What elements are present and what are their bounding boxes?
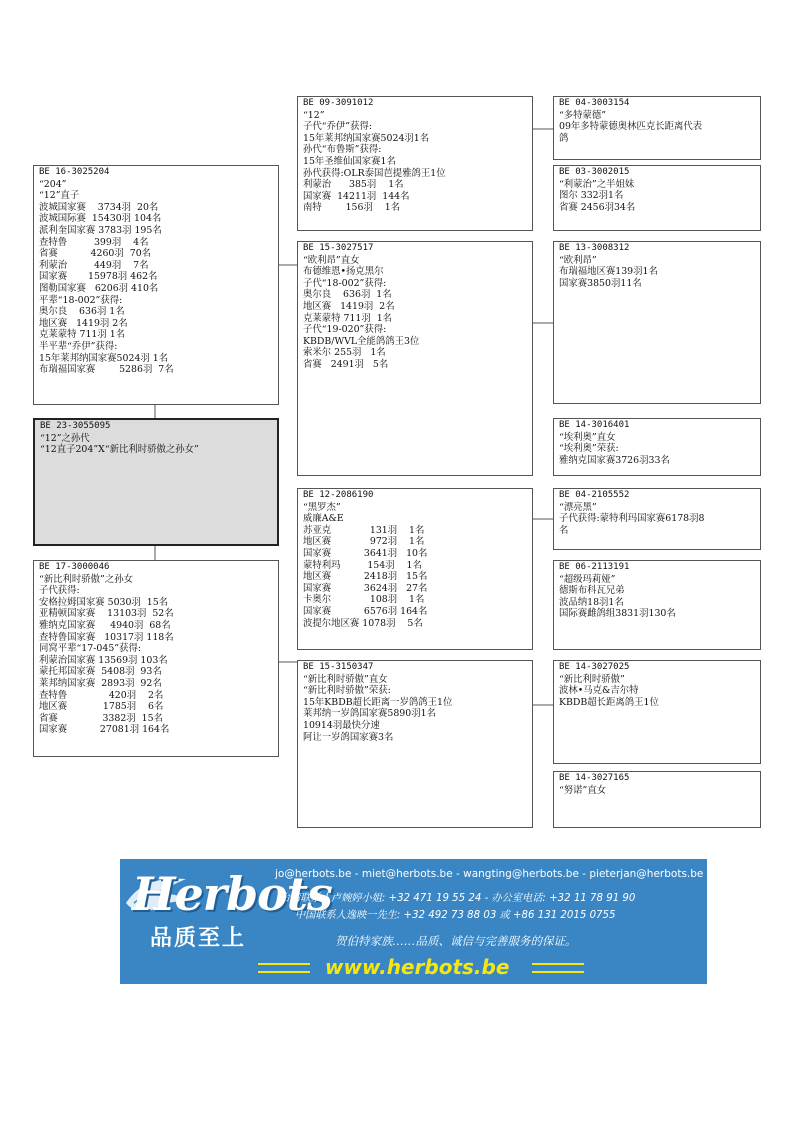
- pedigree-line: 雅纳克国家赛3726羽33名: [559, 454, 670, 466]
- ring-number: BE 15-3150347: [303, 662, 374, 672]
- pedigree-line: “12”直子: [39, 190, 80, 202]
- pedigree-line: 子代“乔伊”获得:: [303, 121, 372, 133]
- pedigree-line: 威廉A&E: [303, 513, 344, 525]
- pedigree-box-sss: [553, 96, 761, 160]
- pedigree-line: “埃利奥”荣获:: [559, 443, 619, 455]
- website-decoration-right: [532, 963, 584, 973]
- pedigree-line: 亚精顿国家赛 13103羽 52名: [39, 608, 174, 620]
- pedigree-line: 国家赛 14211羽 144名: [303, 190, 410, 202]
- ring-number: BE 04-3003154: [559, 98, 630, 108]
- pedigree-line: 地区赛 1419羽 2名: [39, 317, 128, 329]
- pedigree-line: 派利奎国家赛 3783羽 195名: [39, 224, 162, 236]
- pedigree-box-dam: [33, 560, 279, 757]
- pedigree-line: “利蒙治”之半姐妹: [559, 178, 635, 190]
- pedigree-line: “多特蒙德”: [559, 109, 607, 121]
- pedigree-line: 奥尔良 636羽 1名: [303, 289, 392, 301]
- pedigree-line: 省赛 3382羽 15名: [39, 712, 163, 724]
- pedigree-line: 国家赛 3624羽 27名: [303, 582, 428, 594]
- pedigree-line: 国家赛3850羽11名: [559, 277, 642, 289]
- pedigree-line: 布瑞福地区赛139羽1名: [559, 266, 658, 278]
- ring-number: BE 15-3027517: [303, 243, 374, 253]
- pedigree-line: “黑罗杰”: [303, 501, 341, 513]
- pedigree-box-dam-dam: [297, 660, 533, 828]
- pedigree-box-sds: [553, 241, 761, 404]
- pedigree-line: 安格拉姆国家赛 5030羽 15名: [39, 596, 169, 608]
- pedigree-line: “超级玛莉娅”: [559, 573, 616, 585]
- pedigree-line: 名: [559, 524, 569, 536]
- ring-number: BE 12-2086190: [303, 490, 374, 500]
- pedigree-line: 半平辈“乔伊”获得:: [39, 340, 118, 352]
- banner-tagline: 品质至上: [150, 926, 247, 951]
- pedigree-line: 09年多特蒙德奥林匹克长距离代表: [559, 121, 703, 133]
- pedigree-line: KBDB超长距离鸽王1位: [559, 696, 659, 708]
- pedigree-line: 图勒国家赛 6206羽 410名: [39, 282, 159, 294]
- pedigree-box-sdd: [553, 418, 761, 476]
- pedigree-line: 查特鲁国家赛 10317羽 118名: [39, 631, 174, 643]
- pedigree-box-subject: [33, 418, 279, 546]
- pedigree-box-dss: [553, 488, 761, 550]
- pedigree-line: 波林•马克&吉尔特: [559, 685, 639, 697]
- ring-number: BE 06-2113191: [559, 562, 630, 572]
- pedigree-line: 15年KBDB超长距离一岁鸽鸽王1位: [303, 696, 453, 708]
- pedigree-line: 布瑞福国家赛 5286羽 7名: [39, 364, 174, 376]
- ring-number: BE 14-3027165: [559, 773, 630, 783]
- pedigree-line: “12直子204”X“新比利时骄傲之孙女”: [40, 444, 199, 456]
- website-decoration-left: [258, 963, 310, 973]
- pedigree-line: “欧利昂”: [559, 254, 597, 266]
- pedigree-line: 苏亚克 131羽 1名: [303, 524, 425, 536]
- ring-number: BE 14-3027025: [559, 662, 630, 672]
- pedigree-line: 查特鲁 399羽 4名: [39, 236, 149, 248]
- pedigree-line: “新比利时骄傲”直女: [303, 673, 388, 685]
- pedigree-line: 南特 156羽 1名: [303, 202, 401, 214]
- pedigree-line: 鸽: [559, 132, 569, 144]
- ring-number: BE 16-3025204: [39, 167, 110, 177]
- pedigree-line: 克莱蒙特 711羽 1名: [39, 329, 126, 341]
- pedigree-line: 地区赛 1419羽 2名: [303, 300, 395, 312]
- pedigree-line: 蒙特利玛 154羽 1名: [303, 559, 422, 571]
- banner-guarantee-text: 贺伯特家族……品质、诚信与完善服务的保证。: [335, 934, 577, 948]
- pedigree-line: 蒙托邦国家赛 5408羽 93名: [39, 666, 162, 678]
- pedigree-line: “埃利奥”直女: [559, 431, 616, 443]
- pedigree-line: 子代获得:蒙特利玛国家赛6178羽8: [559, 513, 705, 525]
- pedigree-line: 15年莱邦纳国家赛5024羽1名: [303, 132, 430, 144]
- herbots-banner: [120, 859, 707, 984]
- pedigree-line: 索米尔 255羽 1名: [303, 347, 386, 359]
- pedigree-line: 莱邦纳国家赛 2893羽 92名: [39, 677, 162, 689]
- ring-number: BE 03-3002015: [559, 167, 630, 177]
- pedigree-line: 15年莱邦纳国家赛5024羽 1名: [39, 352, 169, 364]
- ring-number: BE 04-2105552: [559, 490, 630, 500]
- pedigree-line: 波品纳18羽1名: [559, 596, 624, 608]
- ring-number: BE 14-3016401: [559, 420, 630, 430]
- pedigree-line: 利蒙治国家赛 13569羽 103名: [39, 654, 168, 666]
- pedigree-line: 奥尔良 636羽 1名: [39, 306, 125, 318]
- pedigree-line: 阿让一岁鸽国家赛3名: [303, 731, 394, 743]
- pedigree-line: “新比利时骄傲”荣获:: [303, 685, 391, 697]
- ring-number: BE 09-3091012: [303, 98, 374, 108]
- pedigree-line: 省赛 4260羽 70名: [39, 248, 152, 260]
- pedigree-line: 莱邦纳一岁鸽国家赛5890羽1名: [303, 708, 436, 720]
- pedigree-line: 子代获得:: [39, 585, 80, 597]
- pedigree-box-dsd: [553, 560, 761, 650]
- pedigree-line: 15年圣维仙国家赛1名: [303, 155, 396, 167]
- pedigree-line: 国家赛 27081羽 164名: [39, 724, 170, 736]
- pedigree-line: KBDB/WVL全能鸽鸽王3位: [303, 335, 420, 347]
- pedigree-line: “漂亮黑”: [559, 501, 597, 513]
- pedigree-line: “新比利时骄傲”: [559, 673, 625, 685]
- pedigree-line: 图尔 332羽1名: [559, 190, 624, 202]
- ring-number: BE 13-3008312: [559, 243, 630, 253]
- pedigree-box-sire-dam: [297, 241, 533, 476]
- pedigree-line: 国家赛 6576羽 164名: [303, 605, 428, 617]
- pedigree-box-ddd: [553, 771, 761, 828]
- pedigree-line: 德斯布科瓦兄弟: [559, 585, 625, 597]
- pedigree-line: 省赛 2491羽 5名: [303, 358, 389, 370]
- banner-contact-taiwan: 台湾联系人卢婉婷小姐: +32 471 19 55 24 - 办公室电话: +32 11 78 91 90: [280, 893, 636, 904]
- pedigree-line: 克莱蒙特 711羽 1名: [303, 312, 393, 324]
- pedigree-line: 国际赛雌鸽组3831羽130名: [559, 608, 676, 620]
- pedigree-line: 查特鲁 420羽 2名: [39, 689, 164, 701]
- pedigree-line: 平辈“18-002”获得:: [39, 294, 123, 306]
- pedigree-line: 子代“18-002”获得:: [303, 277, 387, 289]
- pedigree-line: “新比利时骄傲”之孙女: [39, 573, 133, 585]
- pedigree-line: 10914羽最快分速: [303, 719, 380, 731]
- pedigree-line: 地区赛 1785羽 6名: [39, 701, 164, 713]
- pedigree-line: “12”: [303, 109, 325, 121]
- ring-number: BE 23-3055095: [40, 421, 111, 431]
- pedigree-line: 卡奥尔 108羽 1名: [303, 594, 425, 606]
- banner-website[interactable]: www.herbots.be: [325, 955, 510, 979]
- pedigree-line: 国家赛 15978羽 462名: [39, 271, 158, 283]
- pedigree-box-dds: [553, 660, 761, 764]
- pedigree-line: 孙代获得:OLR泰国芭提雅鸽王1位: [303, 167, 446, 179]
- pedigree-line: 地区赛 972羽 1名: [303, 536, 425, 548]
- pedigree-line: 子代“19-020”获得:: [303, 324, 387, 336]
- pedigree-line: 利蒙治 449羽 7名: [39, 259, 149, 271]
- pedigree-line: 波提尔地区赛 1078羽 5名: [303, 617, 423, 629]
- pedigree-line: 同窝平辈“17-045”获得:: [39, 643, 141, 655]
- pedigree-box-sire-sire: [297, 96, 533, 231]
- pedigree-line: 波城国际赛 15430羽 104名: [39, 213, 162, 225]
- pedigree-line: 地区赛 2418羽 15名: [303, 571, 428, 583]
- pedigree-line: 利蒙治 385羽 1名: [303, 179, 404, 191]
- pedigree-line: “努诺”直女: [559, 784, 607, 796]
- pedigree-box-sire: [33, 165, 279, 405]
- pedigree-line: “12”之孙代: [40, 432, 90, 444]
- banner-emails: jo@herbots.be - miet@herbots.be - wangting@herbots.be - pieterjan@herbots.be: [275, 868, 704, 880]
- pedigree-line: 布德维恩•扬克黑尔: [303, 266, 384, 278]
- herbots-logo: Herbots: [132, 867, 332, 921]
- banner-contact-china: 中国联系人逸映一先生: +32 492 73 88 03 或 +86 131 2015 0755: [295, 910, 616, 921]
- pedigree-line: “欧利昂”直女: [303, 254, 360, 266]
- pedigree-line: “204”: [39, 178, 67, 190]
- pedigree-line: 波城国家赛 3734羽 20名: [39, 201, 159, 213]
- pedigree-line: 国家赛 3641羽 10名: [303, 547, 428, 559]
- pedigree-line: 省赛 2456羽34名: [559, 201, 636, 213]
- pedigree-box-ssd: [553, 165, 761, 231]
- ring-number: BE 17-3000046: [39, 562, 110, 572]
- pedigree-line: 雅纳克国家赛 4940羽 68名: [39, 619, 171, 631]
- pedigree-box-dam-sire: [297, 488, 533, 650]
- pedigree-line: 孙代“布鲁斯”获得:: [303, 144, 382, 156]
